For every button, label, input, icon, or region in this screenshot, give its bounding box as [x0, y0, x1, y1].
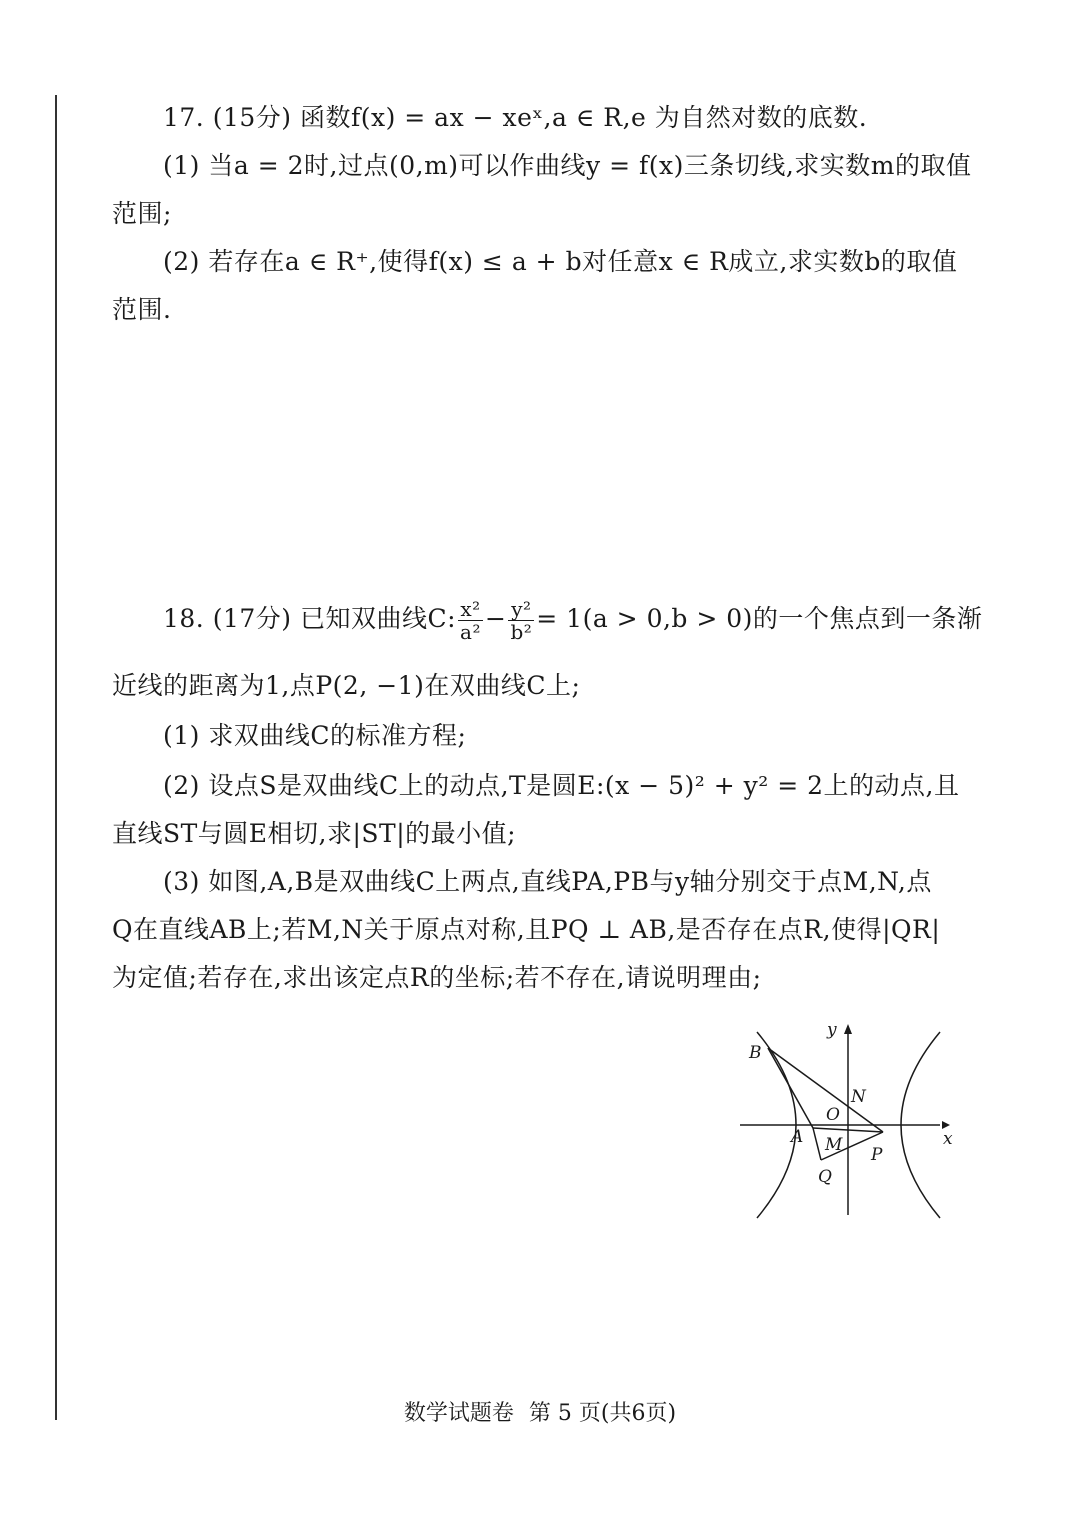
problem-18-part3-line1: (3) 如图,A,B是双曲线C上两点,直线PA,PB与y轴分别交于点M,N,点	[163, 867, 932, 896]
fraction-denominator: b²	[510, 620, 533, 644]
label-B: B	[749, 1043, 762, 1063]
problem-17-part1-line1: (1) 当a = 2时,过点(0,m)可以作曲线y = f(x)三条切线,求实数m的取值	[163, 151, 972, 180]
label-N: N	[851, 1087, 866, 1107]
problem-18-header-prefix: 18. (17分) 已知双曲线C:	[163, 604, 457, 633]
hyperbola-figure	[735, 1020, 960, 1225]
problem-18-part3-line3: 为定值;若存在,求出该定点R的坐标;若不存在,请说明理由;	[112, 963, 762, 992]
fraction-denominator: a²	[460, 620, 481, 644]
label-x-axis: x	[943, 1129, 953, 1149]
label-O: O	[826, 1105, 840, 1125]
problem-18-header	[163, 598, 982, 643]
line-BA	[768, 1048, 813, 1128]
problem-17-part2-line2: 范围.	[112, 295, 172, 324]
minus-sign: −	[484, 604, 507, 633]
label-Q: Q	[818, 1167, 832, 1187]
problem-18-part1-line1: (1) 求双曲线C的标准方程;	[163, 721, 467, 750]
fraction-numerator: y²	[508, 598, 534, 621]
binding-margin-line	[55, 95, 57, 1420]
problem-18-header-line2: 近线的距离为1,点P(2, −1)在双曲线C上;	[112, 671, 581, 700]
fraction-x2-a2	[458, 598, 483, 643]
x-axis-arrow	[942, 1121, 950, 1129]
page-footer	[0, 1396, 1080, 1427]
footer-title: 数学试题卷	[403, 1401, 514, 1426]
problem-18-part3-line2: Q在直线AB上;若M,N关于原点对称,且PQ ⊥ AB,是否存在点R,使得|QR|	[112, 915, 941, 944]
footer-page-number: 第 5 页(共6页)	[528, 1401, 677, 1426]
line-AQ	[813, 1128, 821, 1160]
problem-17-part1-line2: 范围;	[112, 199, 172, 228]
label-M: M	[825, 1135, 843, 1155]
label-A: A	[791, 1127, 804, 1147]
y-axis-arrow	[844, 1024, 852, 1034]
problem-18-part2-line2: 直线ST与圆E相切,求|ST|的最小值;	[112, 819, 517, 848]
fraction-numerator: x²	[458, 598, 483, 621]
fraction-y2-b2	[508, 598, 534, 643]
problem-18-header-suffix: = 1(a > 0,b > 0)的一个焦点到一条渐	[536, 604, 983, 633]
label-y-axis: y	[827, 1020, 837, 1040]
problem-17-part2-line1: (2) 若存在a ∈ R⁺,使得f(x) ≤ a + b对任意x ∈ R成立,求实数b的取值	[163, 247, 958, 276]
problem-17-header: 17. (15分) 函数f(x) = ax − xeˣ,a ∈ R,e 为自然对数的底数.	[163, 103, 868, 132]
label-P: P	[871, 1145, 883, 1165]
problem-18-part2-line1: (2) 设点S是双曲线C上的动点,T是圆E:(x − 5)² + y² = 2上的动点,且	[163, 771, 960, 800]
